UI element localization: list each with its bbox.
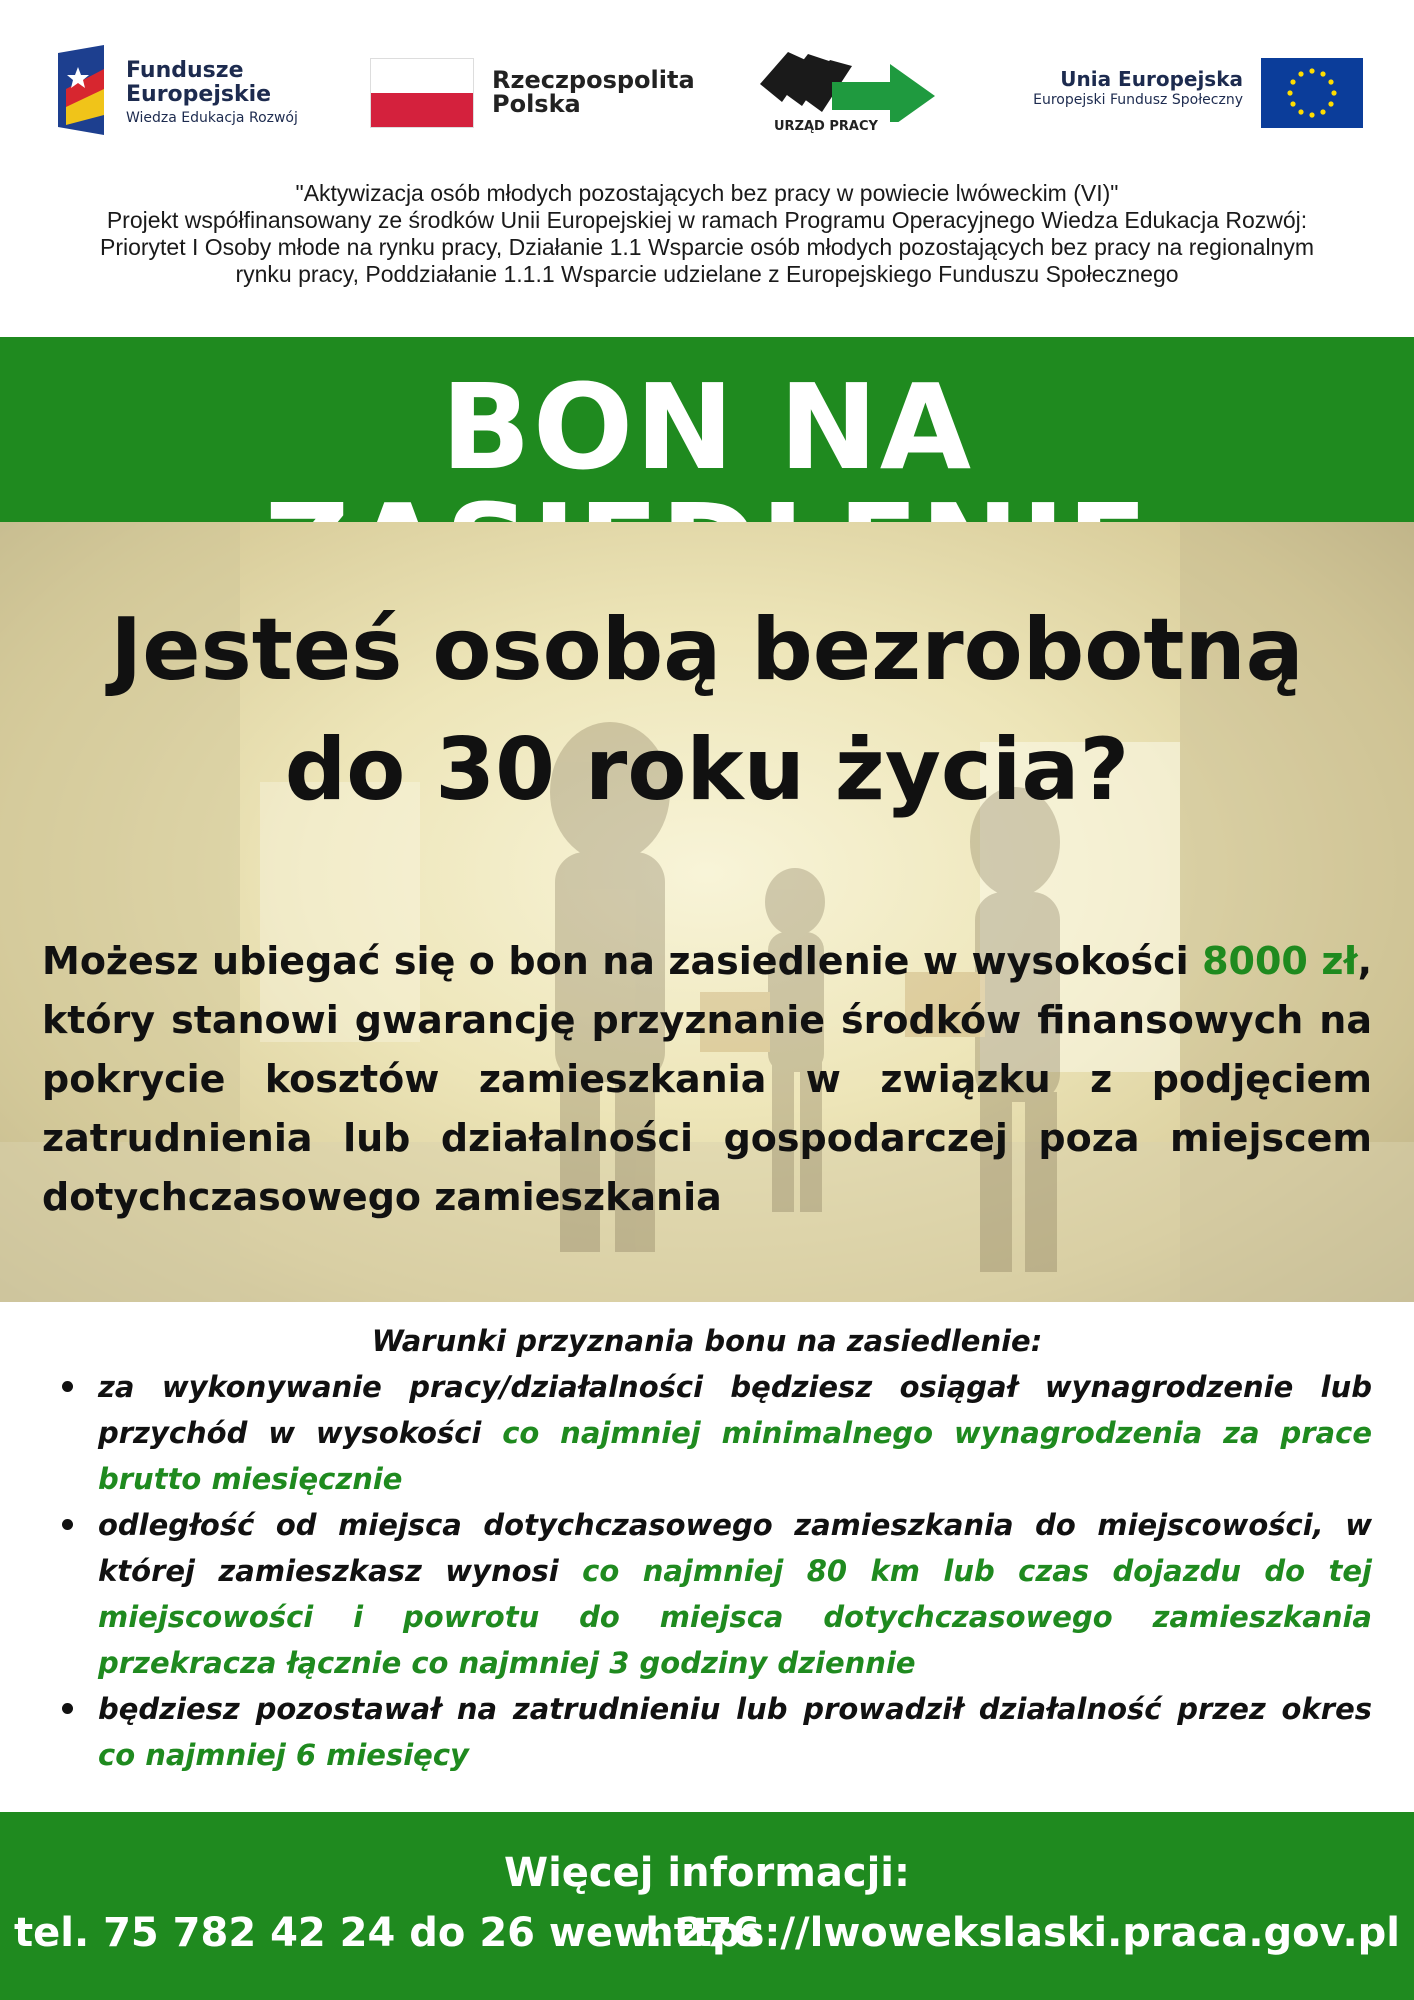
ue-fund: Europejski Fundusz Społeczny bbox=[1033, 92, 1243, 108]
conditions-title: Warunki przyznania bonu na zasiedlenie: bbox=[371, 1324, 1043, 1358]
urzad-pracy-label: URZĄD PRACY bbox=[774, 119, 878, 134]
condition-text: będziesz pozostawał na zatrudnieniu lub prowadził działalność przez okres bbox=[98, 1692, 1372, 1726]
list-item bbox=[98, 1364, 1372, 1502]
website-link[interactable]: https://lwowekslaski.praca.gov.pl bbox=[645, 1910, 1400, 1956]
urzad-pracy-logo bbox=[760, 44, 940, 136]
project-line: rynku pracy, Poddziałanie 1.1.1 Wsparcie udzielane z Europejskiego Funduszu Społecznego bbox=[235, 261, 1179, 287]
offer-text bbox=[42, 932, 1372, 1227]
rp-line1: Rzeczpospolita bbox=[492, 66, 695, 94]
headline-line2: do 30 roku życia? bbox=[284, 720, 1130, 820]
fe-star-icon bbox=[58, 45, 108, 135]
headline-line1: Jesteś osobą bezrobotną bbox=[110, 600, 1304, 700]
footer-contact bbox=[0, 1812, 1414, 2000]
unia-europejska-logo bbox=[1018, 58, 1363, 130]
rzeczpospolita-polska-logo bbox=[370, 58, 695, 130]
conditions-list bbox=[0, 1364, 1414, 1778]
list-item bbox=[98, 1686, 1372, 1778]
condition-highlight: co najmniej 80 km lub czas dojazdu do tej miejscowości i powrotu do miejsca dotychczasowego zamieszkania przekracza łącznie co najmniej 3 godziny dziennie bbox=[98, 1554, 1373, 1680]
fe-name-line1: Fundusze bbox=[126, 58, 244, 83]
fe-name-line2: Europejskie bbox=[126, 82, 272, 107]
banner-title: BON NA bbox=[440, 358, 974, 496]
phone-number: tel. 75 782 42 24 do 26 wew. 276 bbox=[14, 1910, 760, 1956]
headline bbox=[0, 590, 1414, 830]
ue-name: Unia Europejska bbox=[1060, 67, 1243, 91]
title-banner bbox=[0, 337, 1414, 522]
project-info bbox=[0, 180, 1414, 288]
condition-text: odległość od miejsca dotychczasowego zamieszkania do miejscowości, w której zamieszkasz wynosi bbox=[98, 1508, 1372, 1588]
fundusze-europejskie-logo bbox=[58, 45, 308, 135]
project-title: "Aktywizacja osób młodych pozostających bez pracy w powiecie lwóweckim (VI)" bbox=[295, 180, 1119, 206]
bullet-icon bbox=[62, 1703, 73, 1714]
conditions-section bbox=[0, 1318, 1414, 1778]
offer-text-start: Możesz ubiegać się o bon na zasiedlenie w wysokości bbox=[42, 939, 1203, 983]
project-line: Priorytet I Osoby młode na rynku pracy, Działanie 1.1 Wsparcie osób młodych pozostających bez pracy na regionalnym bbox=[99, 234, 1315, 260]
eu-stars-icon bbox=[1261, 58, 1363, 128]
list-item bbox=[98, 1502, 1372, 1686]
urzad-pracy-icon bbox=[760, 44, 940, 122]
offer-amount: 8000 zł bbox=[1202, 939, 1358, 983]
logo-bar bbox=[0, 0, 1414, 175]
offer-text-end: , który stanowi gwarancję przyznanie środków finansowych na pokrycie kosztów zamieszkania w związku z podjęciem zatrudnienia lub działalności gospodarczej poza miejscem dotychczasowego zamieszkania bbox=[42, 939, 1372, 1219]
rp-line2: Polska bbox=[492, 90, 581, 118]
bullet-icon bbox=[62, 1519, 73, 1530]
project-line: Projekt współfinansowany ze środków Unii Europejskiej w ramach Programu Operacyjnego Wiedza Edukacja Rozwój: bbox=[106, 207, 1308, 233]
condition-highlight: co najmniej minimalnego wynagrodzenia za prace brutto miesięcznie bbox=[98, 1416, 1372, 1496]
footer-title: Więcej informacji: bbox=[503, 1850, 911, 1896]
condition-highlight: co najmniej 6 miesięcy bbox=[98, 1738, 469, 1772]
eu-flag-icon bbox=[1261, 58, 1363, 128]
condition-text: za wykonywanie pracy/działalności będziesz osiągał wynagrodzenie lub przychód w wysokości bbox=[98, 1370, 1372, 1450]
hero-photo-section bbox=[0, 522, 1414, 1302]
fe-program: Wiedza Edukacja Rozwój bbox=[126, 110, 298, 126]
polish-flag-icon bbox=[370, 58, 474, 128]
bullet-icon bbox=[62, 1381, 73, 1392]
